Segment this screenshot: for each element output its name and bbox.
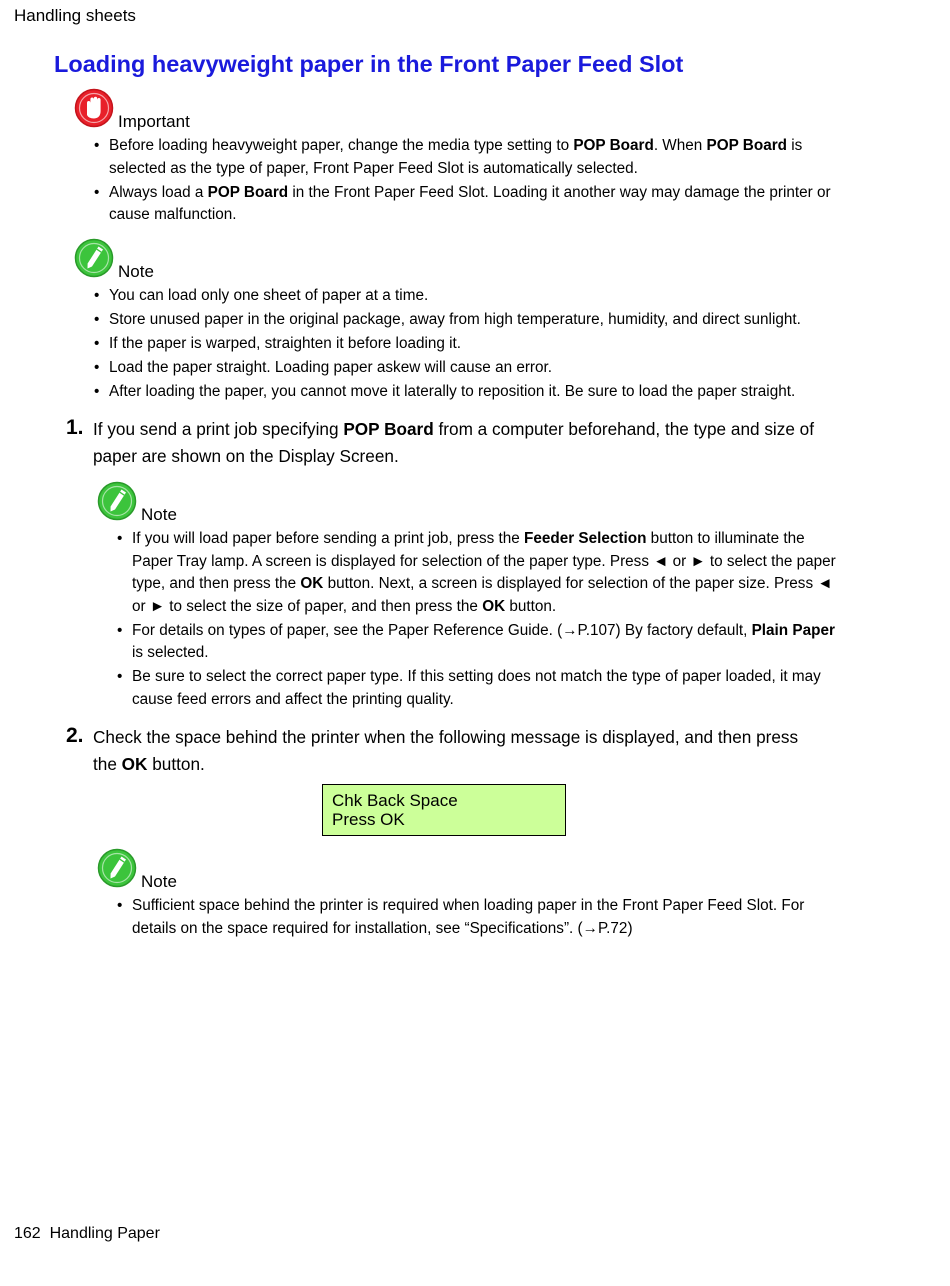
bold-term: POP Board [343,419,434,439]
note-callout-step-1 [97,481,837,713]
note-step-1-list [97,528,837,711]
display-screen-message [322,784,566,836]
display-line-2: Press OK [332,810,405,829]
bold-term: POP Board [573,137,654,154]
bold-term: Feeder Selection [524,530,647,547]
bullet-item: • Before loading heavyweight paper, change the media type setting to POP Board. When POP Board is selected as the type of paper, Front Paper Feed Slot is automatically selected. [74,135,834,180]
bold-term: POP Board [207,183,289,201]
running-header: Handling sheets [14,6,136,25]
page-footer [14,1225,160,1243]
bullet-item: • If the paper is warped, straighten it before loading it. [74,333,834,356]
bullet-item: • Sufficient space behind the printer is required when loading paper in the Front Paper Feed Slot. For details on the space required for installation, see “Specifications”. (→P.72) [97,895,837,940]
note-callout-general [74,238,834,405]
bullet-item: • Store unused paper in the original package, away from high temperature, humidity, and direct sunlight. [74,309,834,332]
step-1 [66,416,826,470]
note-general-list [74,285,834,404]
pencil-icon [74,238,114,278]
step-1-number: 1. [66,416,84,439]
display-line-1: Chk Back Space [332,791,458,810]
important-list [74,135,834,227]
note-label: Note [118,262,154,281]
bullet-item: • You can load only one sheet of paper at a time. [74,285,834,308]
pencil-icon [97,481,137,521]
bullet-item: • If you will load paper before sending a print job, press the Feeder Selection button to illuminate the Paper Tray lamp. A screen is displayed for selection of the paper type. Press ◄ or ► to select the paper type, and then press the OK button. Next, a screen is displayed for selection of the paper size. Press ◄ or ► to select the size of paper, and then press the OK button. [97,528,837,618]
bullet-item: • After loading the paper, you cannot move it laterally to reposition it. Be sure to load the paper straight. [74,381,834,404]
important-callout [74,88,834,228]
important-label: Important [118,112,190,131]
bullet-item: • For details on types of paper, see the Paper Reference Guide. (→P.107) By factory default, Plain Paper is selected. [97,620,837,665]
step-2 [66,724,826,778]
bullet-item: • Always load a POP Board in the Front Paper Feed Slot. Loading it another way may damage the printer or cause malfunction. [74,182,834,227]
bold-term: OK [121,754,148,774]
note-step-2-list [97,895,837,940]
bold-term: POP Board [706,137,788,154]
stop-hand-icon [74,88,114,128]
step-1-text: If you send a print job specifying POP Board from a computer beforehand, the type and size of paper are shown on the Display Screen. [93,419,815,466]
page-number: 162 [14,1225,41,1242]
bullet-item: • Be sure to select the correct paper type. If this setting does not match the type of paper loaded, it may cause feed errors and affect the printing quality. [97,666,837,711]
step-2-text: Check the space behind the printer when the following message is displayed, and then press the OK button. [93,727,799,774]
page-title: Loading heavyweight paper in the Front Paper Feed Slot [54,51,684,77]
bold-term: OK [300,575,324,592]
pencil-icon [97,848,137,888]
chapter-name: Handling Paper [49,1225,160,1242]
note-label: Note [141,505,177,524]
note-callout-step-2 [97,848,837,942]
bold-term: Plain Paper [751,621,835,639]
bullet-item: • Load the paper straight. Loading paper askew will cause an error. [74,357,834,380]
bold-term: OK [482,597,506,615]
note-label: Note [141,872,177,891]
step-2-number: 2. [66,724,84,747]
